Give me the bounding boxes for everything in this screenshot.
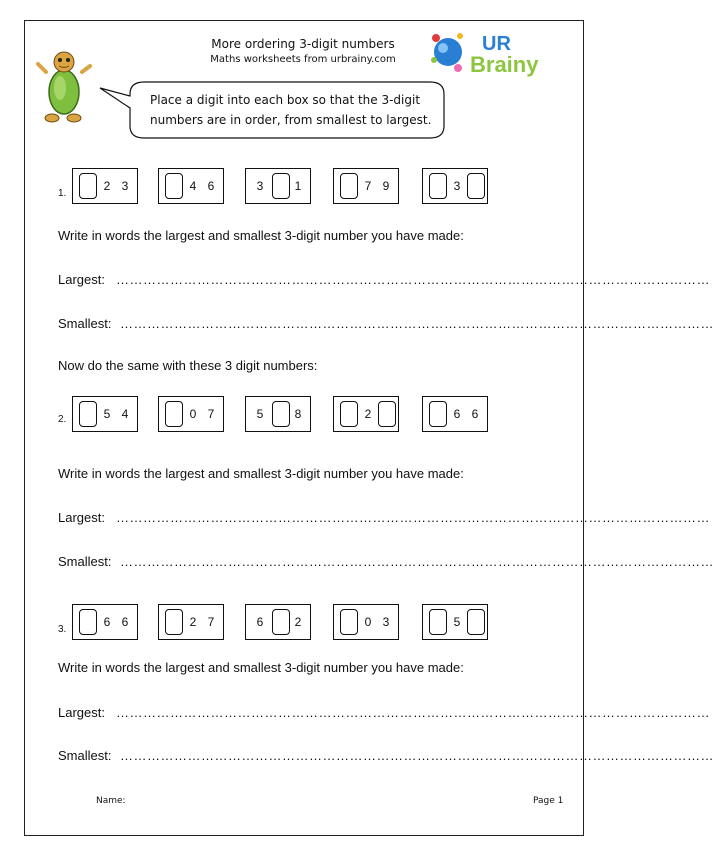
instruction-line-2: numbers are in order, from smallest to largest. <box>150 113 432 127</box>
number-box <box>422 604 488 640</box>
number-box <box>72 604 138 640</box>
digit: 1 <box>294 179 302 193</box>
digit: 3 <box>382 615 390 629</box>
largest-answer-line-1[interactable]: …………………………………………………………………………………………………………………… <box>116 272 710 287</box>
blank-digit-slot[interactable] <box>467 173 485 199</box>
largest-label-1: Largest: <box>58 272 105 287</box>
digit: 7 <box>207 407 215 421</box>
digit: 6 <box>103 615 111 629</box>
blank-digit-slot[interactable] <box>340 173 358 199</box>
page-title: More ordering 3-digit numbers <box>211 37 395 51</box>
page-number: Page 1 <box>533 796 564 806</box>
blank-digit-slot[interactable] <box>79 401 97 427</box>
number-box <box>158 168 224 204</box>
write-words-prompt-3: Write in words the largest and smallest 3-digit number you have made: <box>58 660 464 675</box>
write-words-prompt-1: Write in words the largest and smallest 3-digit number you have made: <box>58 228 464 243</box>
blank-digit-slot[interactable] <box>272 173 290 199</box>
question-number-1: 1. <box>58 188 67 199</box>
smallest-answer-line-2[interactable]: …………………………………………………………………………………………………………………… <box>120 554 714 569</box>
blank-digit-slot[interactable] <box>429 401 447 427</box>
digit: 6 <box>207 179 215 193</box>
digit: 7 <box>364 179 372 193</box>
largest-answer-line-3[interactable]: …………………………………………………………………………………………………………………… <box>116 705 710 720</box>
do-same-prompt: Now do the same with these 3 digit numbers: <box>58 358 318 373</box>
digit: 5 <box>453 615 461 629</box>
digit: 8 <box>294 407 302 421</box>
blank-digit-slot[interactable] <box>467 609 485 635</box>
question-number-3: 3. <box>58 624 67 635</box>
blank-digit-slot[interactable] <box>79 609 97 635</box>
blank-digit-slot[interactable] <box>165 609 183 635</box>
instruction-text <box>150 90 435 130</box>
smallest-answer-line-3[interactable]: …………………………………………………………………………………………………………………… <box>120 748 714 763</box>
page-subtitle: Maths worksheets from urbrainy.com <box>210 54 396 65</box>
number-box <box>245 396 311 432</box>
number-box <box>333 168 399 204</box>
blank-digit-slot[interactable] <box>165 173 183 199</box>
blank-digit-slot[interactable] <box>165 401 183 427</box>
blank-digit-slot[interactable] <box>378 401 396 427</box>
smallest-label-2: Smallest: <box>58 554 112 569</box>
number-box <box>333 604 399 640</box>
digit: 5 <box>103 407 111 421</box>
blank-digit-slot[interactable] <box>429 173 447 199</box>
digit: 0 <box>189 407 197 421</box>
largest-label-3: Largest: <box>58 705 105 720</box>
digit: 2 <box>103 179 111 193</box>
largest-answer-line-2[interactable]: …………………………………………………………………………………………………………………… <box>116 510 710 525</box>
blank-digit-slot[interactable] <box>429 609 447 635</box>
blank-digit-slot[interactable] <box>340 401 358 427</box>
digit: 6 <box>121 615 129 629</box>
digit: 2 <box>364 407 372 421</box>
name-label: Name: <box>96 796 126 806</box>
digit: 6 <box>256 615 264 629</box>
brain-logo-icon <box>430 28 550 78</box>
digit: 3 <box>256 179 264 193</box>
number-box <box>245 168 311 204</box>
blank-digit-slot[interactable] <box>79 173 97 199</box>
digit: 6 <box>471 407 479 421</box>
digit: 3 <box>453 179 461 193</box>
number-box <box>422 396 488 432</box>
blank-digit-slot[interactable] <box>272 401 290 427</box>
digit: 6 <box>453 407 461 421</box>
digit: 4 <box>121 407 129 421</box>
number-box <box>72 396 138 432</box>
digit: 0 <box>364 615 372 629</box>
question-number-2: 2. <box>58 414 67 425</box>
blank-digit-slot[interactable] <box>272 609 290 635</box>
number-box <box>245 604 311 640</box>
number-box <box>158 604 224 640</box>
largest-label-2: Largest: <box>58 510 105 525</box>
number-box <box>422 168 488 204</box>
urbrainy-logo <box>430 28 550 83</box>
digit: 3 <box>121 179 129 193</box>
smallest-answer-line-1[interactable]: …………………………………………………………………………………………………………………… <box>120 316 714 331</box>
turtle-mascot-icon <box>38 50 94 128</box>
digit: 9 <box>382 179 390 193</box>
digit: 2 <box>189 615 197 629</box>
digit: 7 <box>207 615 215 629</box>
svg-text:UR: UR <box>482 33 511 55</box>
digit: 4 <box>189 179 197 193</box>
digit: 2 <box>294 615 302 629</box>
smallest-label-1: Smallest: <box>58 316 112 331</box>
write-words-prompt-2: Write in words the largest and smallest 3-digit number you have made: <box>58 466 464 481</box>
number-box <box>333 396 399 432</box>
smallest-label-3: Smallest: <box>58 748 112 763</box>
number-box <box>158 396 224 432</box>
blank-digit-slot[interactable] <box>340 609 358 635</box>
instruction-line-1: Place a digit into each box so that the 3-digit <box>150 93 421 107</box>
digit: 5 <box>256 407 264 421</box>
svg-text:Brainy: Brainy <box>470 52 539 77</box>
number-box <box>72 168 138 204</box>
